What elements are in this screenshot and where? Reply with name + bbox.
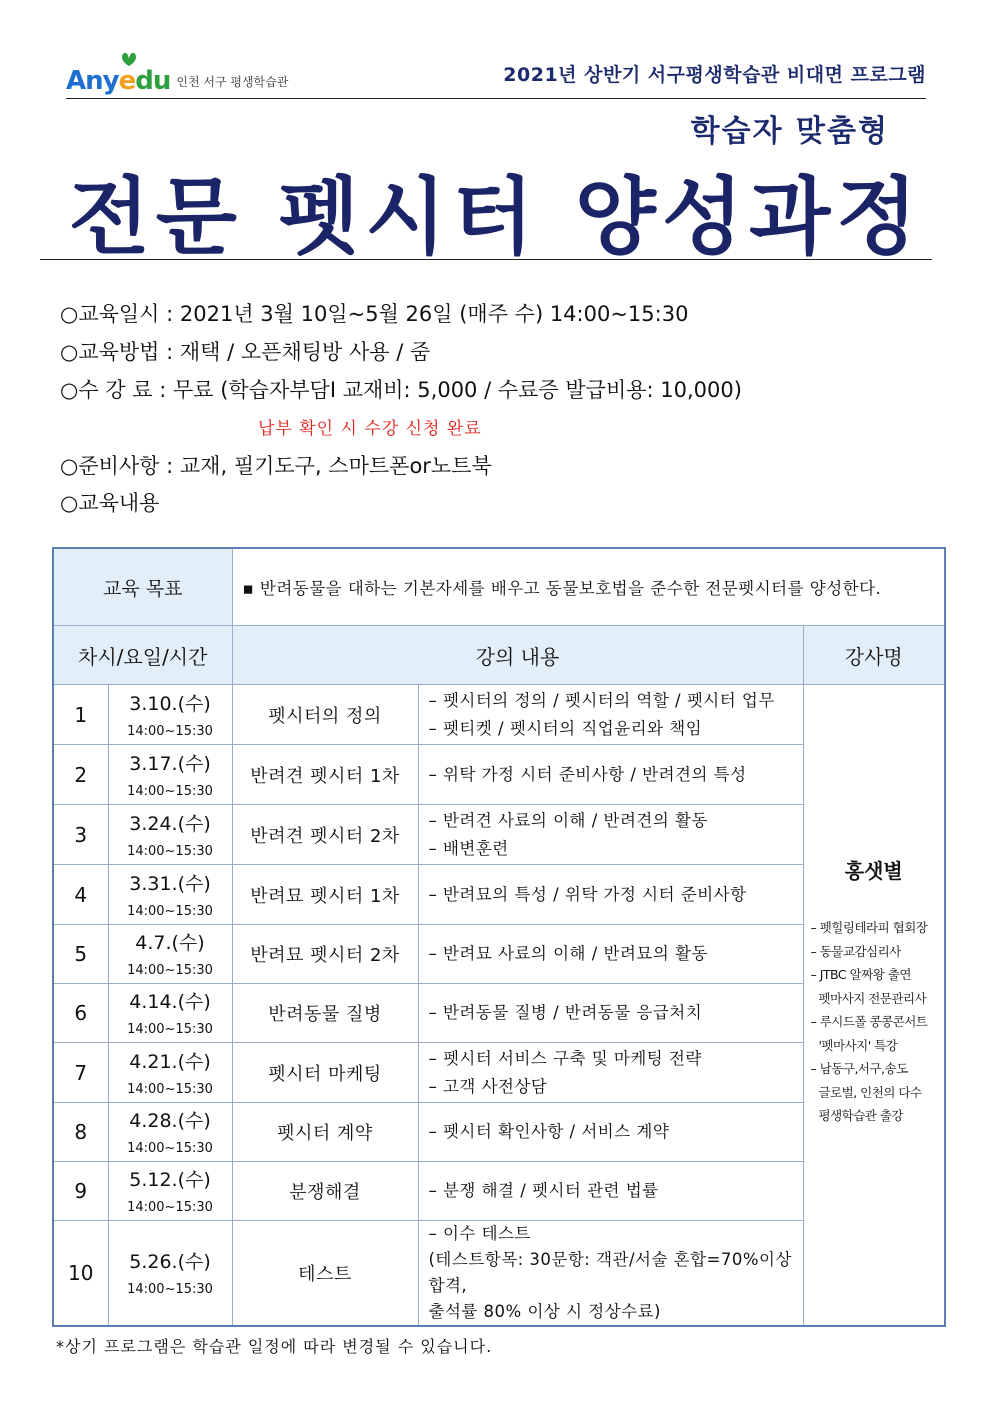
content-line: – 배변훈련 (428, 838, 509, 858)
content-line: – 분쟁 해결 / 펫시터 관련 법률 (428, 1181, 659, 1200)
info-date: ○교육일시 : 2021년 3월 10일~5월 26일 (매주 수) 14:00~15:30 (60, 302, 689, 326)
session-number: 3 (53, 805, 108, 865)
content-line: – 고객 사전상담 (428, 1076, 548, 1096)
bio-line: 평생학습관 출강 (818, 1108, 903, 1123)
schedule-table (52, 547, 946, 1327)
bio-line: – 루시드폴 콩콩콘서트 (810, 1014, 928, 1029)
info-prep: ○준비사항 : 교재, 필기도구, 스마트폰or노트북 (60, 454, 492, 478)
session-time: 14:00~15:30 (127, 723, 213, 739)
session-date: 4.7.(수) (135, 932, 205, 954)
info-fee: ○수 강 료 : 무료 (학습자부담I 교재비: 5,000 / 수료증 발급비용: 10,000) (60, 378, 742, 402)
session-time: 14:00~15:30 (127, 963, 213, 978)
session-date-cell (108, 685, 232, 745)
session-time: 14:00~15:30 (127, 843, 213, 859)
leaf-icon (118, 52, 140, 66)
session-date-cell (108, 805, 232, 865)
top-divider (66, 98, 926, 99)
session-date: 3.31.(수) (129, 872, 211, 895)
bio-line: '펫마사지' 특강 (818, 1037, 898, 1053)
bio-line: 글로벌, 인천의 다수 (818, 1084, 922, 1100)
session-topic: 펫시터의 정의 (232, 685, 418, 745)
session-date-cell (108, 1162, 232, 1221)
info-content: ○교육내용 (60, 491, 160, 515)
content-line: – 펫시터 확인사항 / 서비스 계약 (428, 1122, 670, 1141)
content-line: 출석률 80% 이상 시 정상수료) (428, 1302, 661, 1321)
fee-note: 납부 확인 시 수강 신청 완료 (258, 419, 482, 439)
content-line: – 펫티켓 / 펫시터의 직업윤리와 책임 (428, 718, 703, 738)
session-content (418, 865, 803, 925)
goal-row (53, 548, 945, 626)
session-date-cell (108, 1043, 232, 1103)
content-line: – 위탁 가정 시터 준비사항 / 반려견의 특성 (428, 764, 747, 784)
session-topic: 반려견 펫시터 1차 (232, 745, 418, 805)
session-date: 4.28.(수) (129, 1110, 211, 1132)
session-number: 6 (53, 984, 108, 1043)
session-number: 7 (53, 1043, 108, 1103)
info-method: ○교육방법 : 재택 / 오픈채팅방 사용 / 줌 (60, 340, 431, 364)
header-session: 차시/요일/시간 (53, 626, 232, 685)
page-subtitle: 학습자 맞춤형 (690, 114, 889, 149)
session-time: 14:00~15:30 (127, 1081, 213, 1097)
page-title: 전문 펫시터 양성과정 (68, 168, 924, 266)
session-number: 10 (53, 1221, 108, 1327)
session-topic: 반려동물 질병 (232, 984, 418, 1043)
content-line: – 펫시터 서비스 구축 및 마케팅 전략 (428, 1048, 702, 1068)
session-number: 9 (53, 1162, 108, 1221)
header-lecture: 강의 내용 (232, 626, 803, 685)
session-topic: 반려견 펫시터 2차 (232, 805, 418, 865)
session-content (418, 1103, 803, 1162)
bio-line: 펫마사지 전문관리사 (818, 990, 927, 1006)
instructor-name: 홍샛별 (844, 859, 903, 883)
session-time: 14:00~15:30 (127, 783, 213, 799)
session-time: 14:00~15:30 (127, 1022, 213, 1037)
session-time: 14:00~15:30 (127, 1282, 213, 1297)
session-content (418, 1162, 803, 1221)
session-content (418, 1043, 803, 1103)
instructor-bio (804, 916, 945, 1128)
session-time: 14:00~15:30 (127, 1200, 213, 1215)
content-line: – 반려묘 사료의 이해 / 반려묘의 활동 (428, 944, 708, 963)
session-number: 1 (53, 685, 108, 745)
footer-note: *상기 프로그램은 학습관 일정에 따라 변경될 수 있습니다. (56, 1337, 493, 1356)
session-date: 3.24.(수) (129, 812, 211, 835)
session-content (418, 1221, 803, 1327)
content-line: – 이수 테스트 (428, 1224, 531, 1243)
session-time: 14:00~15:30 (127, 903, 213, 919)
content-line: – 반려묘의 특성 / 위탁 가정 시터 준비사항 (428, 884, 747, 904)
session-date-cell (108, 984, 232, 1043)
bio-line: – 펫힐링테라피 협회장 (810, 920, 928, 935)
content-line: (테스트항목: 30문항: 객관/서술 혼합=70%이상 합격, (428, 1250, 792, 1295)
logo-mark (66, 66, 170, 96)
session-topic: 펫시터 마케팅 (232, 1043, 418, 1103)
session-date-cell (108, 865, 232, 925)
session-content (418, 745, 803, 805)
session-time: 14:00~15:30 (127, 1141, 213, 1156)
content-line: – 반려동물 질병 / 반려동물 응급처치 (428, 1003, 703, 1022)
goal-label: 교육 목표 (53, 548, 232, 626)
session-topic: 펫시터 계약 (232, 1103, 418, 1162)
content-line: – 반려견 사료의 이해 / 반려견의 활동 (428, 810, 708, 830)
session-date-cell (108, 745, 232, 805)
session-date: 5.26.(수) (129, 1251, 211, 1273)
session-date: 3.17.(수) (129, 752, 211, 775)
session-number: 8 (53, 1103, 108, 1162)
session-date: 5.12.(수) (129, 1169, 211, 1191)
session-content (418, 685, 803, 745)
header-instructor: 강사명 (803, 626, 945, 685)
session-date: 4.14.(수) (129, 991, 211, 1013)
session-date-cell (108, 1221, 232, 1327)
session-content (418, 805, 803, 865)
session-number: 2 (53, 745, 108, 805)
session-topic: 테스트 (232, 1221, 418, 1327)
session-topic: 분쟁해결 (232, 1162, 418, 1221)
table-row (53, 685, 945, 745)
bio-line: – JTBC 알짜왕 출연 (810, 967, 911, 982)
goal-text: ▪ 반려동물을 대하는 기본자세를 배우고 동물보호법을 준수한 전문펫시터를 양성한다. (232, 548, 945, 626)
instructor-cell (803, 685, 945, 1327)
title-divider (40, 259, 932, 260)
bio-line: – 동물교감심리사 (810, 943, 901, 959)
content-line: – 펫시터의 정의 / 펫시터의 역할 / 펫시터 업무 (428, 690, 775, 710)
program-header: 2021년 상반기 서구평생학습관 비대면 프로그램 (503, 64, 926, 86)
session-number: 4 (53, 865, 108, 925)
session-date-cell (108, 1103, 232, 1162)
session-content (418, 925, 803, 984)
session-content (418, 984, 803, 1043)
logo (66, 50, 288, 96)
session-topic: 반려묘 펫시터 2차 (232, 925, 418, 984)
org-name: 인천 서구 평생학습관 (176, 75, 289, 89)
bio-line: – 남동구,서구,송도 (810, 1061, 908, 1076)
session-number: 5 (53, 925, 108, 984)
session-date: 3.10.(수) (129, 692, 211, 715)
header-row (53, 626, 945, 685)
logo-wordmark: Anyedu (66, 66, 171, 96)
session-date: 4.21.(수) (129, 1050, 211, 1073)
session-date-cell (108, 925, 232, 984)
session-topic: 반려묘 펫시터 1차 (232, 865, 418, 925)
